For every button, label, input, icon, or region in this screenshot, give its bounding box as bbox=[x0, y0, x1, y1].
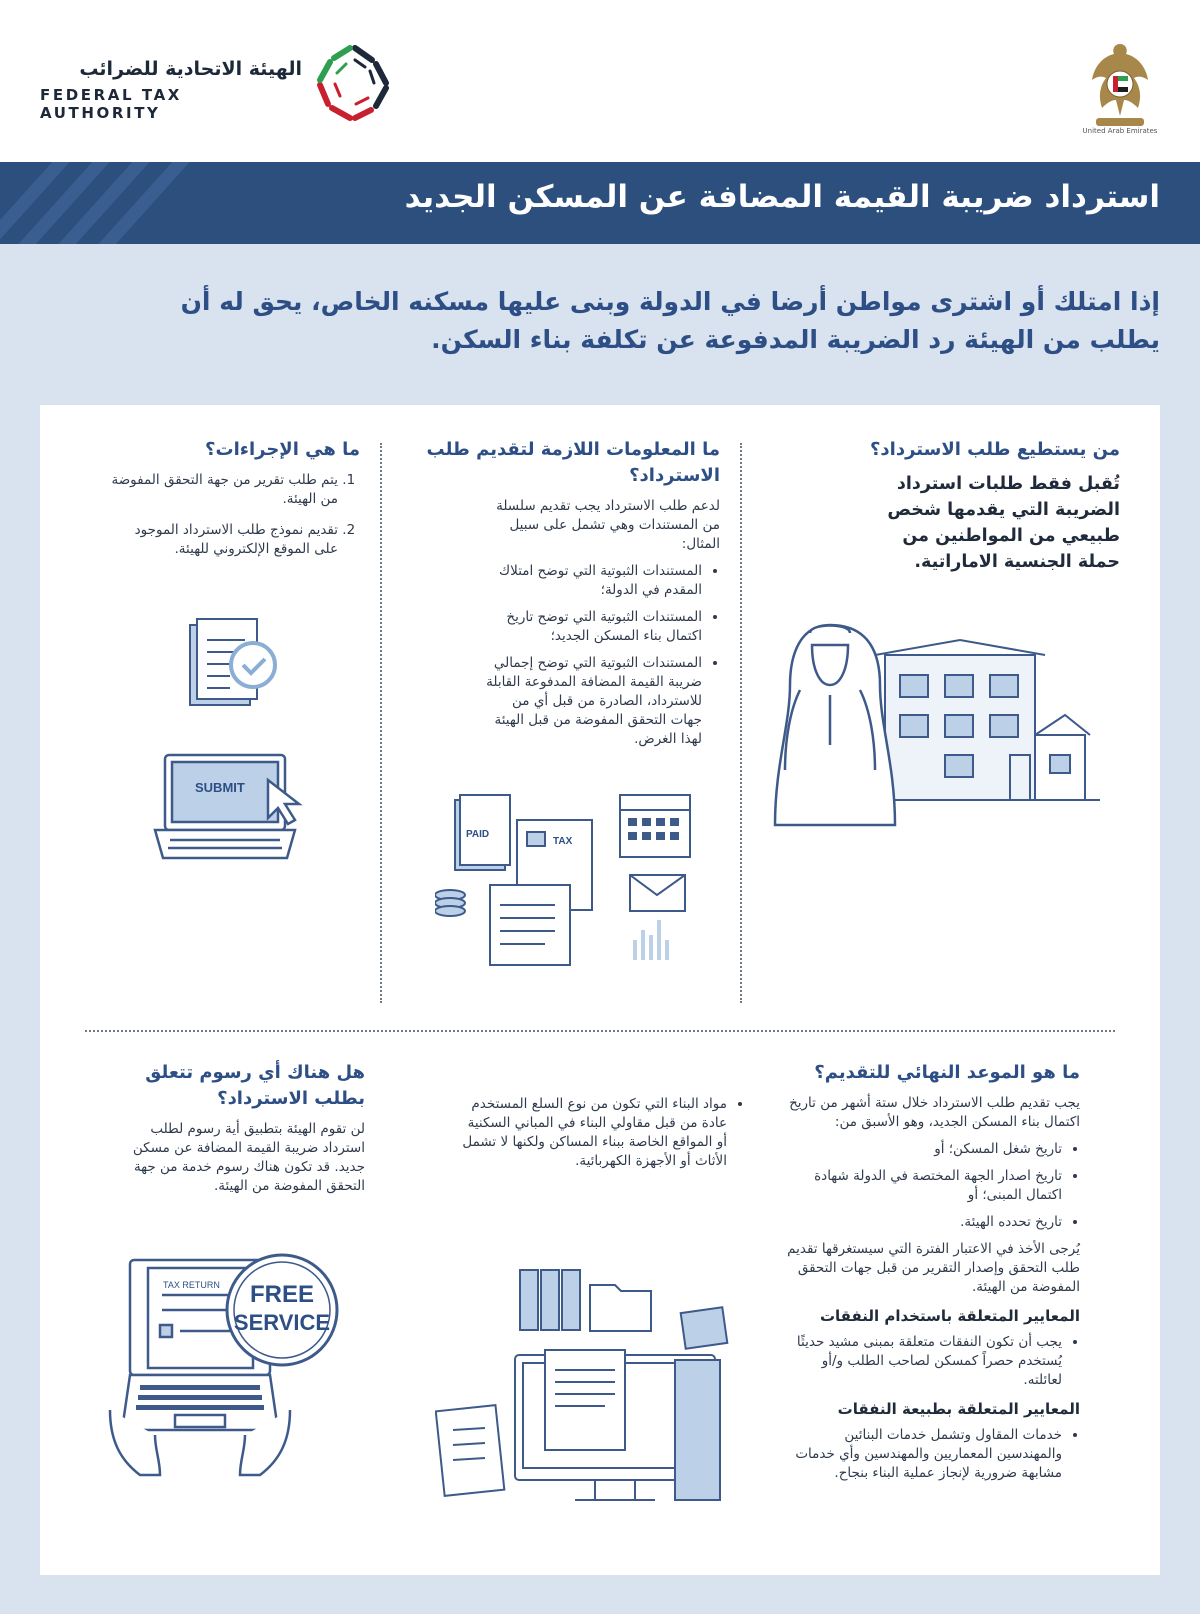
list-item: • مواد البناء التي تكون من نوع السلع المستخدم عادة من قبل مقاولي البناء في المباني السكنية أو المواقع الخاصة ببناء المساكن ولكنها لا تشمل الأثاث أو الأجهزة الكهربائية. bbox=[460, 1095, 727, 1171]
deadline-heading: ما هو الموعد النهائي للتقديم؟ bbox=[814, 1062, 1080, 1083]
list-item: • المستندات الثبوتية التي توضح تاريخ اكتمال بناء المسكن الجديد؛ bbox=[480, 608, 702, 646]
list-item: • تاريخ شغل المسكن؛ أو bbox=[780, 1140, 1062, 1159]
intro-text: إذا امتلك أو اشترى مواطن أرضا في الدولة وبنى عليها مسكنه الخاص، يحق له أن يطلب من الهيئة رد الضريبة المدفوعة عن تكلفة بناء السكن. bbox=[180, 287, 1160, 354]
who-heading: من يستطيع طلب الاسترداد؟ bbox=[869, 439, 1120, 460]
section-procedures bbox=[110, 437, 360, 571]
free-badge-line2: SERVICE bbox=[233, 1310, 331, 1335]
list-item: 2. تقديم نموذج طلب الاسترداد الموجود على الموقع الإلكتروني للهيئة. bbox=[110, 521, 338, 559]
deadline-note: يُرجى الأخذ في الاعتبار الفترة التي سيستغرقها تقديم طلب التحقق وإصدار التقرير من قبل جهات التحقق المفوضة من الهيئة. bbox=[787, 1241, 1080, 1295]
info-body: لدعم طلب الاسترداد يجب تقديم سلسلة من المستندات وهي تشمل على سبيل المثال: bbox=[496, 498, 720, 552]
materials-bullets bbox=[460, 1095, 745, 1171]
header bbox=[0, 0, 1200, 162]
section-materials bbox=[460, 1095, 745, 1179]
info-bullets bbox=[480, 562, 720, 749]
nature-heading: المعايير المتعلقة بطبيعة النفقات bbox=[837, 1400, 1080, 1418]
free-badge-line1: FREE bbox=[249, 1281, 315, 1308]
info-content bbox=[480, 497, 720, 749]
free-service-illustration bbox=[100, 1240, 400, 1540]
deadline-body: يجب تقديم طلب الاسترداد خلال ستة أشهر من تاريخ اكتمال بناء المسكن الجديد، وهو الأسبق من: bbox=[789, 1095, 1080, 1130]
row-divider bbox=[85, 1030, 1115, 1032]
info-heading: ما المعلومات اللازمة لتقديم طلب الاسترداد؟ bbox=[426, 439, 720, 486]
section-deadline bbox=[780, 1060, 1080, 1491]
fees-heading: هل هناك أي رسوم تتعلق بطلب الاسترداد؟ bbox=[145, 1062, 365, 1109]
usage-bullets bbox=[780, 1333, 1080, 1390]
authority-name-en: FEDERAL TAX AUTHORITY bbox=[40, 86, 182, 122]
who-body: تُقبل فقط طلبات استرداد الضريبة التي يقدمها شخص طبيعي من المواطنين من حملة الجنسية الاماراتية. bbox=[887, 474, 1120, 572]
procedures-steps bbox=[110, 471, 360, 559]
list-item: • المستندات الثبوتية التي توضح امتلاك المقدم في الدولة؛ bbox=[480, 562, 702, 600]
list-item: • تاريخ اصدار الجهة المختصة في الدولة شهادة اكتمال المبنى؛ أو bbox=[780, 1167, 1062, 1205]
submit-label: SUBMIT bbox=[195, 780, 245, 795]
uae-emblem-icon bbox=[1080, 36, 1160, 136]
list-item: • تاريخ تحدده الهيئة. bbox=[780, 1213, 1062, 1232]
authority-name-ar: الهيئة الاتحادية للضرائب bbox=[79, 58, 302, 80]
page-title: استرداد ضريبة القيمة المضافة عن المسكن الجديد bbox=[404, 179, 1160, 215]
title-banner bbox=[0, 162, 1200, 244]
nature-bullets bbox=[780, 1426, 1080, 1483]
tax-return-label: TAX RETURN bbox=[163, 1280, 220, 1290]
list-item: • يجب أن تكون النفقات متعلقة بمبنى مشيد حديثًا يُستخدم حصراً كمسكن لصاحب الطلب و/أو لعائلته. bbox=[780, 1333, 1062, 1390]
list-item: 1. يتم طلب تقرير من جهة التحقق المفوضة من الهيئة. bbox=[110, 471, 338, 509]
list-item: • المستندات الثبوتية التي توضح إجمالي ضريبة القيمة المضافة المدفوعة القابلة للاسترداد، الصادرة من قبل أي من جهات التحقق المفوضة من قبل الهيئة لهذا الغرض. bbox=[480, 654, 702, 749]
laptop-submit-illustration bbox=[150, 750, 340, 865]
banner-stripes-decoration bbox=[0, 162, 240, 244]
fta-logo-icon bbox=[310, 38, 400, 128]
column-divider bbox=[380, 443, 382, 1003]
section-info bbox=[418, 437, 720, 757]
citizen-house-illustration bbox=[770, 615, 1110, 955]
who-body-wrap bbox=[870, 471, 1120, 575]
section-who bbox=[770, 437, 1120, 575]
documents-illustration bbox=[435, 790, 725, 975]
content-panel bbox=[40, 405, 1160, 1575]
tax-label: TAX bbox=[553, 836, 573, 847]
uae-caption: United Arab Emirates bbox=[1082, 127, 1158, 135]
usage-heading: المعايير المتعلقة باستخدام النفقات bbox=[819, 1307, 1080, 1325]
fees-body: لن تقوم الهيئة بتطبيق أية رسوم لطلب استرداد ضريبة القيمة المضافة عن مسكن جديد. قد تكون هناك رسوم خدمة من جهة التحقق المفوضة من الهيئة. bbox=[132, 1121, 365, 1194]
paid-label: PAID bbox=[466, 829, 490, 840]
deadline-bullets bbox=[780, 1140, 1080, 1232]
section-fees bbox=[115, 1060, 365, 1196]
column-divider bbox=[740, 443, 742, 1003]
document-check-icon bbox=[185, 615, 290, 725]
list-item: • خدمات المقاول وتشمل خدمات البنائين والمهندسين المعماريين والمهندسين وأي خدمات مشابهة ضرورية لإنجاز عملية البناء بنجاح. bbox=[780, 1426, 1062, 1483]
procedures-heading: ما هي الإجراءات؟ bbox=[205, 439, 360, 460]
office-illustration bbox=[435, 1260, 755, 1530]
